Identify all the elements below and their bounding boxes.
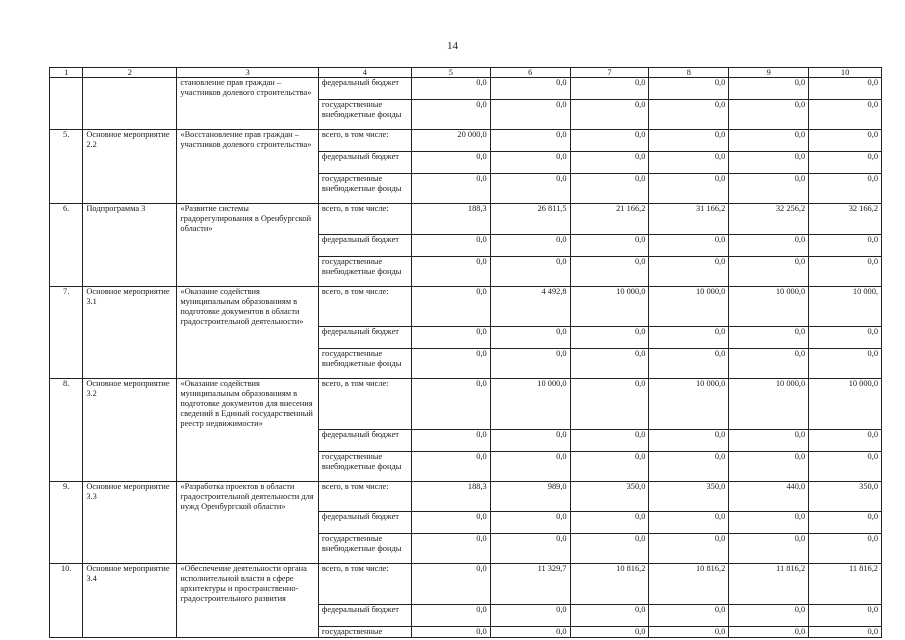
amount-cell: 0,0 [649,256,729,286]
amount-cell: 0,0 [649,327,729,349]
amount-cell: 32 256,2 [729,204,809,235]
row-index: 5. [50,130,83,152]
row-index: 9. [50,481,83,512]
amount-cell: 0,0 [411,234,490,256]
amount-cell: 0,0 [809,256,882,286]
amount-cell: 0,0 [490,78,570,100]
amount-cell: 0,0 [570,349,649,379]
row-index [50,234,83,256]
event-description: «Разработка проектов в области градостроительной деятельности для нужд Оренбургской области» [177,481,319,512]
amount-cell: 20 000,0 [411,130,490,152]
amount-cell: 350,0 [809,481,882,512]
event-name: Основное мероприятие 3.1 [83,286,177,327]
event-description [177,100,319,130]
amount-cell: 0,0 [570,174,649,204]
amount-cell: 26 811,5 [490,204,570,235]
row-index [50,512,83,534]
amount-cell: 0,0 [411,379,490,430]
event-description: «Обеспечение деятельности органа исполнительной власти в сфере архитектуры и пространственно-градостроительного развития [177,564,319,605]
funding-source: всего, в том числе: [318,564,411,605]
event-description [177,534,319,564]
event-description [177,429,319,451]
amount-cell: 0,0 [649,429,729,451]
table-row [50,626,882,637]
amount-cell: 0,0 [649,130,729,152]
event-description [177,512,319,534]
amount-cell: 0,0 [729,174,809,204]
row-index [50,256,83,286]
amount-cell: 0,0 [411,100,490,130]
funding-source: государственные [318,626,411,637]
event-name: Подпрограмма 3 [83,204,177,235]
amount-cell: 0,0 [570,256,649,286]
funding-source: всего, в том числе: [318,130,411,152]
event-description [177,626,319,637]
amount-cell: 0,0 [729,152,809,174]
event-name: Основное мероприятие 2.2 [83,130,177,152]
amount-cell: 0,0 [490,451,570,481]
row-index [50,626,83,637]
amount-cell: 440,0 [729,481,809,512]
funding-source: государственные внебюджетные фонды [318,100,411,130]
row-index [50,78,83,100]
amount-cell: 11 329,7 [490,564,570,605]
amount-cell: 0,0 [809,78,882,100]
event-name [83,152,177,174]
event-name: Основное мероприятие 3.2 [83,379,177,430]
amount-cell: 0,0 [490,626,570,637]
event-description [177,327,319,349]
funding-source: государственные внебюджетные фонды [318,256,411,286]
amount-cell: 10 000,0 [649,379,729,430]
event-name [83,429,177,451]
column-number: 2 [83,68,177,78]
funding-source: федеральный бюджет [318,327,411,349]
amount-cell: 11 816,2 [809,564,882,605]
amount-cell: 0,0 [809,234,882,256]
amount-cell: 0,0 [411,429,490,451]
amount-cell: 0,0 [570,78,649,100]
amount-cell: 0,0 [570,451,649,481]
event-name [83,327,177,349]
event-description [177,349,319,379]
amount-cell: 0,0 [411,286,490,327]
amount-cell: 0,0 [649,626,729,637]
amount-cell: 0,0 [490,327,570,349]
amount-cell: 0,0 [490,256,570,286]
table-row [50,349,882,379]
amount-cell: 0,0 [570,604,649,626]
funding-source: всего, в том числе: [318,379,411,430]
amount-cell: 0,0 [570,512,649,534]
event-description [177,256,319,286]
column-number: 5 [411,68,490,78]
event-description: «Восстановление прав граждан – участников долевого строительства» [177,130,319,152]
event-description [177,604,319,626]
table-row [50,130,882,152]
event-name: Основное мероприятие 3.4 [83,564,177,605]
amount-cell: 0,0 [570,100,649,130]
amount-cell: 0,0 [570,130,649,152]
table-row [50,451,882,481]
amount-cell: 10 000,0 [649,286,729,327]
column-number: 3 [177,68,319,78]
amount-cell: 0,0 [490,100,570,130]
amount-cell: 0,0 [729,130,809,152]
amount-cell: 32 166,2 [809,204,882,235]
amount-cell: 0,0 [411,626,490,637]
funding-source: государственные внебюджетные фонды [318,174,411,204]
table-row [50,234,882,256]
amount-cell: 0,0 [809,429,882,451]
row-index [50,327,83,349]
amount-cell: 0,0 [411,78,490,100]
amount-cell: 31 166,2 [649,204,729,235]
amount-cell: 0,0 [490,349,570,379]
amount-cell: 0,0 [729,78,809,100]
amount-cell: 989,0 [490,481,570,512]
event-description: «Оказание содействия муниципальным образованиям в подготовке документов в области градостроительной деятельности» [177,286,319,327]
amount-cell: 0,0 [649,174,729,204]
column-number: 4 [318,68,411,78]
row-index: 10. [50,564,83,605]
page-number: 14 [447,40,458,52]
event-name [83,174,177,204]
amount-cell: 0,0 [729,451,809,481]
amount-cell: 0,0 [729,234,809,256]
amount-cell: 0,0 [809,100,882,130]
amount-cell: 0,0 [411,604,490,626]
amount-cell: 0,0 [649,349,729,379]
amount-cell: 0,0 [649,152,729,174]
row-index: 7. [50,286,83,327]
table-row [50,564,882,605]
amount-cell: 0,0 [411,451,490,481]
row-index [50,534,83,564]
amount-cell: 0,0 [570,152,649,174]
table-row [50,481,882,512]
event-name [83,451,177,481]
amount-cell: 0,0 [490,429,570,451]
table-row [50,204,882,235]
funding-source: государственные внебюджетные фонды [318,534,411,564]
event-name [83,256,177,286]
funding-source: федеральный бюджет [318,512,411,534]
event-name [83,349,177,379]
funding-source: федеральный бюджет [318,152,411,174]
amount-cell: 11 816,2 [729,564,809,605]
event-name [83,534,177,564]
event-description: становление прав граждан – участников долевого строительства» [177,78,319,100]
amount-cell: 0,0 [490,512,570,534]
table-row [50,604,882,626]
amount-cell: 0,0 [729,429,809,451]
amount-cell: 0,0 [649,451,729,481]
amount-cell: 0,0 [411,564,490,605]
row-index: 8. [50,379,83,430]
row-index: 6. [50,204,83,235]
amount-cell: 0,0 [570,534,649,564]
amount-cell: 0,0 [490,152,570,174]
amount-cell: 0,0 [809,130,882,152]
event-name [83,604,177,626]
event-description [177,152,319,174]
funding-source: федеральный бюджет [318,429,411,451]
event-description [177,451,319,481]
column-number: 9 [729,68,809,78]
table-row [50,174,882,204]
column-number: 7 [570,68,649,78]
amount-cell: 350,0 [570,481,649,512]
funding-source: федеральный бюджет [318,604,411,626]
amount-cell: 10 000, [809,286,882,327]
amount-cell: 0,0 [809,174,882,204]
table-row [50,512,882,534]
event-name [83,78,177,100]
amount-cell: 0,0 [411,174,490,204]
event-description: «Развитие системы градорегулирования в Оренбургской области» [177,204,319,235]
amount-cell: 0,0 [570,429,649,451]
amount-cell: 0,0 [490,604,570,626]
amount-cell: 0,0 [649,100,729,130]
amount-cell: 0,0 [490,174,570,204]
amount-cell: 10 000,0 [490,379,570,430]
column-number: 10 [809,68,882,78]
amount-cell: 21 166,2 [570,204,649,235]
amount-cell: 0,0 [729,327,809,349]
table-row [50,429,882,451]
amount-cell: 0,0 [649,78,729,100]
row-index [50,174,83,204]
funding-source: федеральный бюджет [318,78,411,100]
table-row [50,286,882,327]
table-row [50,379,882,430]
amount-cell: 0,0 [729,626,809,637]
amount-cell: 10 000,0 [729,286,809,327]
amount-cell: 0,0 [729,512,809,534]
amount-cell: 10 000,0 [809,379,882,430]
row-index [50,604,83,626]
row-index [50,451,83,481]
column-number: 8 [649,68,729,78]
event-name [83,512,177,534]
event-name [83,100,177,130]
table-body [50,68,882,638]
amount-cell: 0,0 [729,534,809,564]
event-name [83,626,177,637]
funding-source: всего, в том числе: [318,204,411,235]
amount-cell: 188,3 [411,481,490,512]
row-index [50,429,83,451]
amount-cell: 0,0 [411,512,490,534]
amount-cell: 0,0 [649,512,729,534]
amount-cell: 0,0 [809,512,882,534]
amount-cell: 0,0 [411,152,490,174]
amount-cell: 0,0 [649,234,729,256]
event-description [177,234,319,256]
column-number: 6 [490,68,570,78]
amount-cell: 0,0 [809,626,882,637]
amount-cell: 0,0 [490,130,570,152]
amount-cell: 0,0 [490,234,570,256]
amount-cell: 0,0 [570,379,649,430]
amount-cell: 188,3 [411,204,490,235]
amount-cell: 0,0 [570,327,649,349]
event-name [83,234,177,256]
funding-source: государственные внебюджетные фонды [318,451,411,481]
amount-cell: 10 000,0 [729,379,809,430]
table-row [50,534,882,564]
table-row [50,327,882,349]
amount-cell: 0,0 [411,349,490,379]
amount-cell: 0,0 [649,534,729,564]
funding-source: всего, в том числе: [318,481,411,512]
budget-table [49,67,882,638]
amount-cell: 10 000,0 [570,286,649,327]
amount-cell: 0,0 [809,451,882,481]
amount-cell: 0,0 [570,626,649,637]
table-row [50,78,882,100]
table-row [50,152,882,174]
amount-cell: 0,0 [809,349,882,379]
amount-cell: 10 816,2 [649,564,729,605]
row-index [50,100,83,130]
amount-cell: 0,0 [809,152,882,174]
funding-source: государственные внебюджетные фонды [318,349,411,379]
amount-cell: 0,0 [809,604,882,626]
table-row [50,256,882,286]
column-number: 1 [50,68,83,78]
event-description [177,174,319,204]
funding-source: всего, в том числе: [318,286,411,327]
amount-cell: 0,0 [729,256,809,286]
event-description: «Оказание содействия муниципальным образованиям в подготовке документов для внесения сведений в Единый государственный реестр недвижимости» [177,379,319,430]
amount-cell: 0,0 [809,327,882,349]
amount-cell: 0,0 [809,534,882,564]
amount-cell: 0,0 [570,234,649,256]
column-number-row [50,68,882,78]
amount-cell: 10 816,2 [570,564,649,605]
row-index [50,349,83,379]
amount-cell: 0,0 [729,100,809,130]
amount-cell: 0,0 [411,327,490,349]
amount-cell: 0,0 [729,349,809,379]
event-name: Основное мероприятие 3.3 [83,481,177,512]
funding-source: федеральный бюджет [318,234,411,256]
amount-cell: 0,0 [490,534,570,564]
amount-cell: 0,0 [411,534,490,564]
amount-cell: 0,0 [411,256,490,286]
row-index [50,152,83,174]
amount-cell: 350,0 [649,481,729,512]
amount-cell: 4 492,8 [490,286,570,327]
amount-cell: 0,0 [649,604,729,626]
table-row [50,100,882,130]
amount-cell: 0,0 [729,604,809,626]
